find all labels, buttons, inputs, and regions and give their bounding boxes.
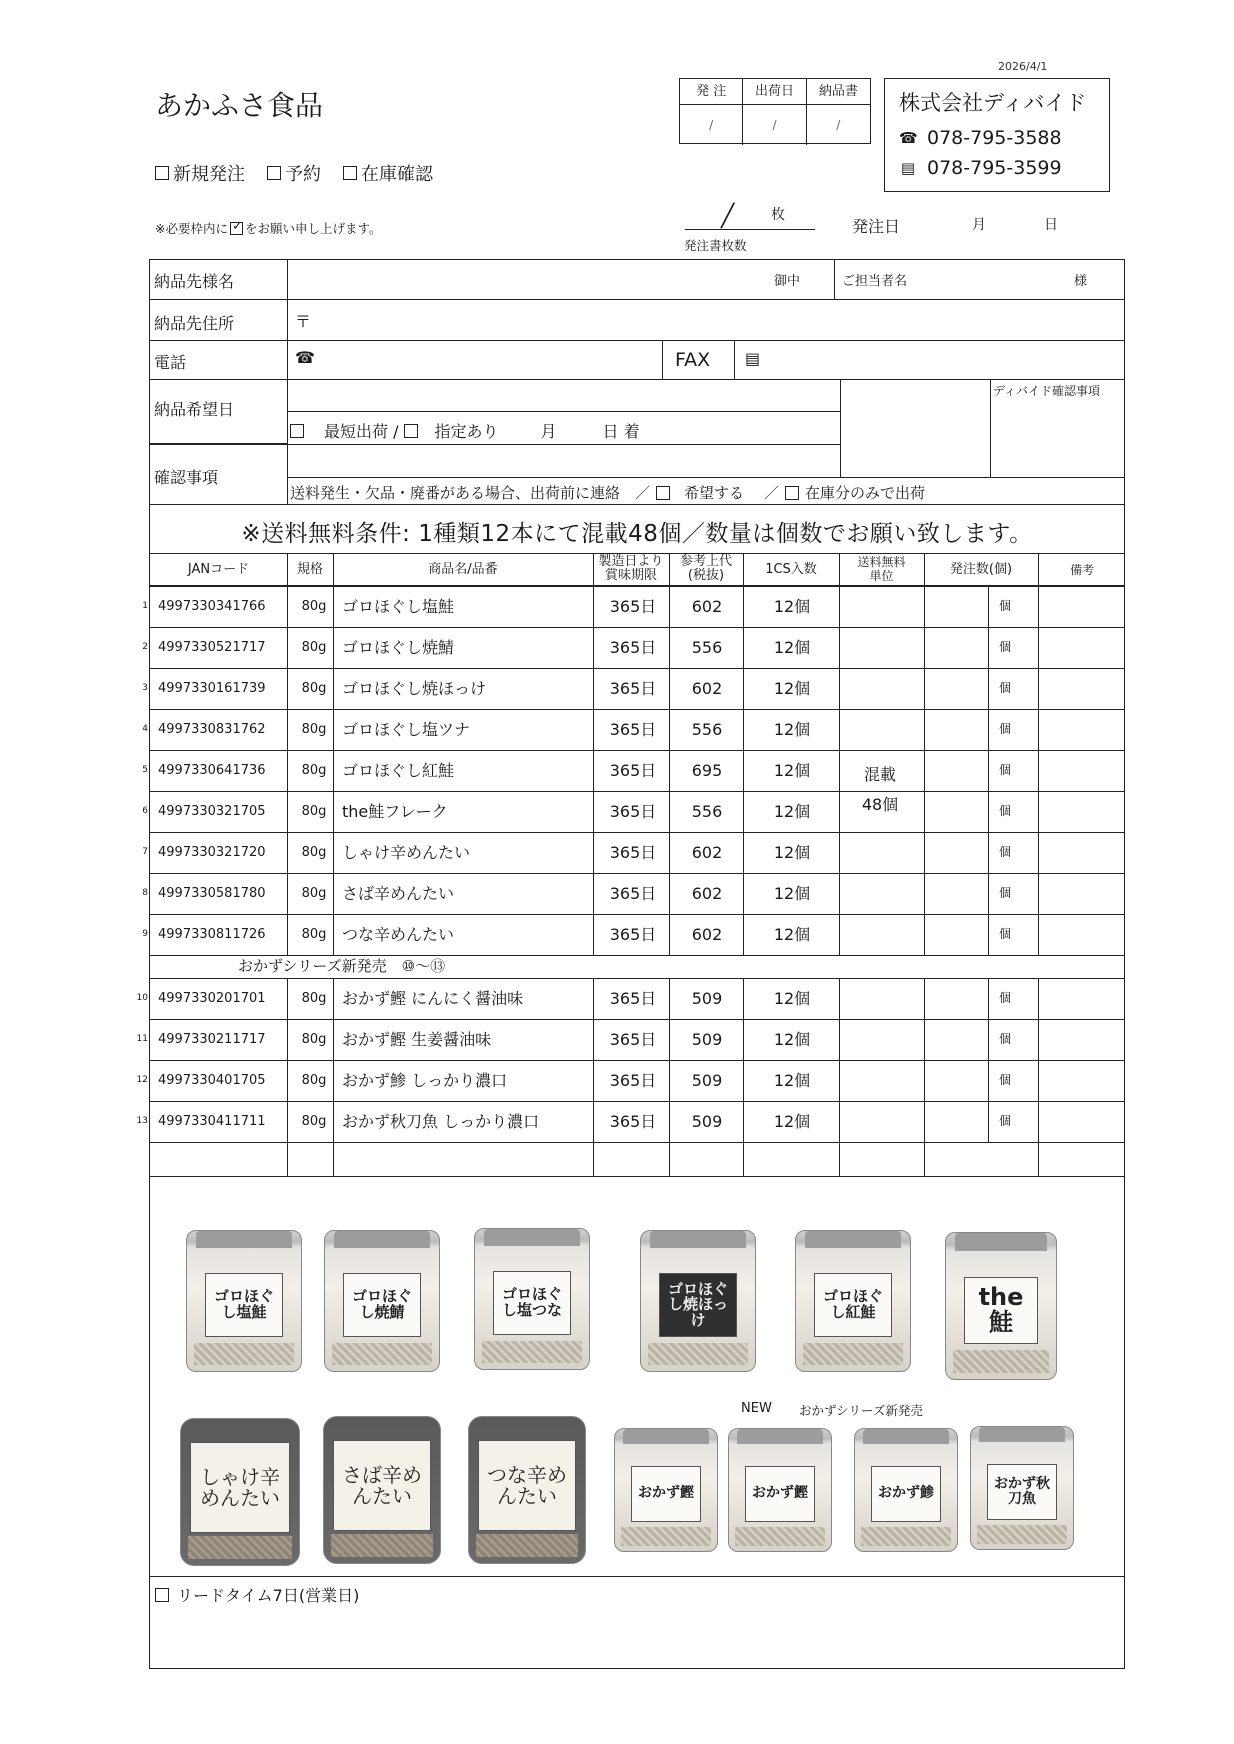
hope-label: 希望する [684, 484, 745, 502]
price: 509 [691, 989, 723, 1008]
row-number: 2 [142, 642, 148, 652]
order-unit: 個 [998, 1073, 1011, 1087]
jar-label: さば辛めんたい [333, 1440, 430, 1531]
product-name: ゴロほぐし焼鯖 [342, 638, 455, 657]
col-shelf-2: 賞味期限 [604, 568, 657, 583]
leadtime-label: リードタイム7日(営業日) [177, 1586, 360, 1605]
product-image-jar [324, 1230, 440, 1372]
sheets-unit: 枚 [771, 207, 785, 223]
row-number: 5 [142, 765, 148, 775]
fax-input[interactable] [765, 342, 1115, 377]
shelf-life: 365日 [609, 638, 657, 657]
checkbox-specified[interactable] [404, 424, 418, 438]
size: 80g [301, 845, 327, 860]
jar-label: ゴロほぐし塩鮭 [205, 1273, 283, 1337]
divide-confirm-label: ディバイド確認事項 [993, 384, 1101, 398]
size: 80g [301, 1073, 327, 1088]
product-image-jar [640, 1230, 756, 1372]
col-free [839, 555, 924, 583]
col-price [669, 555, 743, 583]
case-qty: 12個 [773, 720, 811, 739]
size: 80g [301, 681, 327, 696]
jar-label: つな辛めんたい [478, 1440, 575, 1531]
table-row [142, 750, 1126, 791]
mixed-load [850, 760, 910, 820]
confirm-label: 確認事項 [154, 468, 219, 487]
phone-input[interactable] [320, 342, 650, 377]
instruction-note [155, 219, 382, 237]
shelf-life: 365日 [609, 989, 657, 1008]
table-row [136, 1101, 1126, 1142]
row-number: 10 [136, 993, 148, 1003]
jar-label: ゴロほぐし紅鮭 [814, 1273, 892, 1337]
jan-code: 4997330831762 [158, 722, 266, 737]
jan-code: 4997330411711 [158, 1114, 266, 1129]
case-qty: 12個 [773, 843, 811, 862]
company-tel-number: 078-795-3588 [927, 127, 1062, 149]
product-name: the鮭フレーク [342, 802, 448, 821]
company-fax-number: 078-795-3599 [927, 157, 1062, 179]
order-type-new-label: 新規発注 [173, 164, 245, 185]
address-label: 納品先住所 [154, 314, 235, 333]
company-box [884, 78, 1110, 192]
jar-label: しゃけ辛めんたい [190, 1442, 289, 1533]
row-number: 3 [142, 683, 148, 693]
price: 602 [691, 843, 723, 862]
case-qty: 12個 [773, 802, 811, 821]
stamp-slot-delivery[interactable]: / [836, 118, 841, 132]
price: 602 [691, 597, 723, 616]
desired-date-options [290, 419, 640, 442]
jan-code: 4997330161739 [158, 681, 266, 696]
price: 602 [691, 884, 723, 903]
order-type-options [155, 160, 433, 186]
shelf-life: 365日 [609, 679, 657, 698]
jar-label: the鮭 [964, 1277, 1039, 1344]
order-date-day: 日 [1044, 217, 1058, 233]
product-name: おかず秋刀魚 しっかり濃口 [342, 1112, 540, 1131]
shelf-life: 365日 [609, 884, 657, 903]
company-fax [899, 157, 1095, 179]
table-row [142, 873, 1126, 914]
case-qty: 12個 [773, 679, 811, 698]
delivery-name-label: 納品先様名 [154, 272, 235, 291]
jar-label: ゴロほぐし塩つな [493, 1271, 571, 1335]
row-number: 4 [142, 724, 148, 734]
row-number: 11 [136, 1034, 148, 1044]
order-form-table [136, 259, 1125, 1669]
shelf-life: 365日 [609, 761, 657, 780]
onchu-label: 御中 [774, 274, 801, 289]
product-name: つな辛めんたい [342, 925, 455, 944]
mixed-load-2: 48個 [861, 795, 899, 814]
size: 80g [301, 763, 327, 778]
order-unit: 個 [998, 804, 1011, 818]
checkbox-reserve[interactable] [267, 166, 281, 180]
jan-code: 4997330521717 [158, 640, 266, 655]
checkbox-stock-only[interactable] [785, 486, 799, 500]
product-name: ゴロほぐし紅鮭 [342, 761, 455, 780]
jan-code: 4997330211717 [158, 1032, 266, 1047]
contact-label: ご担当者名 [842, 274, 908, 289]
order-date-field[interactable] [852, 214, 1058, 237]
shelf-life: 365日 [609, 1030, 657, 1049]
product-image-jar [180, 1418, 300, 1566]
jar-label: ゴロほぐし焼鯖 [343, 1273, 421, 1337]
shortest-label: 最短出荷 / [324, 422, 399, 441]
stamp-header-ship: 出荷日 [743, 79, 806, 105]
order-unit: 個 [998, 763, 1011, 777]
new-series-label: おかずシリーズ新発売 [799, 1403, 923, 1418]
desired-date-label: 納品希望日 [154, 400, 235, 419]
order-date-label: 発注日 [852, 217, 901, 236]
jan-code: 4997330321720 [158, 845, 266, 860]
size: 80g [301, 640, 327, 655]
case-qty: 12個 [773, 638, 811, 657]
checkbox-leadtime[interactable] [155, 1588, 169, 1602]
order-unit: 個 [998, 845, 1011, 859]
size: 80g [301, 1114, 327, 1129]
sheets-slash: ╱ [721, 204, 735, 229]
specified-label: 指定あり [434, 422, 499, 441]
shelf-life: 365日 [609, 720, 657, 739]
confirm-slash: ／ [764, 484, 780, 502]
desired-day-arrive: 日 着 [602, 422, 640, 441]
postal-mark: 〒 [295, 312, 312, 331]
size: 80g [301, 991, 327, 1006]
checkbox-new-order[interactable] [155, 166, 169, 180]
order-unit: 個 [998, 1032, 1011, 1046]
checkbox-hope[interactable] [656, 486, 670, 500]
price: 509 [691, 1030, 723, 1049]
price: 556 [691, 638, 723, 657]
col-jan: JANコード [187, 562, 250, 577]
case-qty: 12個 [773, 884, 811, 903]
series-label: おかずシリーズ新発売 ⑩～⑬ [238, 957, 446, 975]
col-shelf-1: 製造日より [598, 554, 664, 569]
row-number: 6 [142, 806, 148, 816]
shelf-life: 365日 [609, 1112, 657, 1131]
price: 509 [691, 1071, 723, 1090]
order-unit: 個 [998, 886, 1011, 900]
shelf-life: 365日 [609, 802, 657, 821]
size: 80g [301, 886, 327, 901]
new-label: NEW [741, 1401, 772, 1416]
product-image-jar [795, 1230, 911, 1372]
confirm-note: 送料発生・欠品・廃番がある場合、出荷前に連絡 ／ [290, 484, 651, 502]
product-name: ゴロほぐし塩ツナ [342, 720, 471, 739]
sheets-count-field[interactable] [685, 204, 815, 230]
order-unit: 個 [998, 640, 1011, 654]
row-number: 1 [142, 601, 148, 611]
sama-label: 様 [1074, 274, 1088, 289]
order-unit: 個 [998, 927, 1011, 941]
product-image-jar [728, 1428, 832, 1552]
size: 80g [301, 804, 327, 819]
case-qty: 12個 [773, 1030, 811, 1049]
row-number: 9 [142, 929, 148, 939]
row-number: 8 [142, 888, 148, 898]
price: 509 [691, 1112, 723, 1131]
price: 556 [691, 802, 723, 821]
col-free-2: 単位 [869, 569, 894, 583]
shop-title: あかふさ食品 [155, 89, 324, 122]
stock-only-label: 在庫分のみで出荷 [805, 484, 926, 502]
phone-icon: ☎ [295, 348, 315, 367]
table-row [136, 1060, 1126, 1101]
stamp-header-delivery: 納品書 [807, 79, 870, 105]
mixed-load-1: 混載 [863, 765, 896, 784]
confirm-options [290, 482, 925, 503]
product-name: おかず鯵 しっかり濃口 [342, 1071, 508, 1090]
product-image-jar [323, 1416, 441, 1564]
delivery-name-input[interactable] [290, 262, 770, 297]
product-image-jar [474, 1228, 590, 1370]
product-name: ゴロほぐし焼ほっけ [342, 679, 487, 698]
jar-label: おかず鯵 [871, 1466, 940, 1522]
product-image-jar [614, 1428, 718, 1552]
jar-label: ゴロほぐし焼ほっけ [659, 1273, 737, 1337]
table-row [142, 709, 1126, 750]
jar-label: おかず鰹 [631, 1466, 700, 1522]
stamp-box [679, 78, 871, 144]
product-name: ゴロほぐし塩鮭 [342, 597, 455, 616]
fax-label: FAX [675, 349, 711, 371]
col-order-qty: 発注数(個) [949, 562, 1013, 577]
product-image-jar [854, 1428, 958, 1552]
jar-label: おかず鰹 [745, 1466, 814, 1522]
stamp-slot-order[interactable]: / [680, 105, 743, 145]
table-row [142, 791, 1126, 832]
telephone-icon: ☎ [899, 129, 918, 147]
shelf-life: 365日 [609, 925, 657, 944]
free-shipping-banner: ※送料無料条件: 1種類12本にて混載48個／数量は個数でお願い致します。 [241, 521, 1033, 547]
table-row [142, 627, 1126, 668]
phone-label: 電話 [154, 353, 187, 372]
checkbox-stock-check[interactable] [343, 166, 357, 180]
size: 80g [301, 722, 327, 737]
product-name: しゃけ辛めんたい [342, 843, 471, 862]
col-name: 商品名/品番 [428, 562, 498, 577]
order-type-reserve[interactable] [267, 160, 321, 186]
case-qty: 12個 [773, 925, 811, 944]
row-number: 13 [136, 1116, 148, 1126]
col-free-1: 送料無料 [857, 555, 906, 569]
checkbox-shortest[interactable] [290, 424, 304, 438]
row-number: 7 [142, 847, 148, 857]
product-name: おかず鰹 にんにく醤油味 [342, 989, 524, 1008]
series-row [150, 955, 1126, 977]
table-row [142, 914, 1126, 955]
table-row [142, 832, 1126, 873]
stamp-header-order: 発 注 [680, 79, 743, 105]
price: 695 [691, 761, 723, 780]
case-qty: 12個 [773, 1071, 811, 1090]
jar-label: おかず秋刀魚 [987, 1464, 1056, 1520]
order-type-new[interactable] [155, 160, 245, 186]
fax-icon: ▤ [900, 159, 916, 177]
case-qty: 12個 [773, 761, 811, 780]
shelf-life: 365日 [609, 843, 657, 862]
jan-code: 4997330201701 [158, 991, 266, 1006]
leadtime-option[interactable] [155, 1583, 359, 1606]
col-price-2: (税抜) [687, 568, 725, 583]
address-input[interactable] [315, 302, 1115, 338]
jan-code: 4997330581780 [158, 886, 266, 901]
case-qty: 12個 [773, 1112, 811, 1131]
col-price-1: 参考上代 [679, 554, 732, 569]
price: 556 [691, 720, 723, 739]
order-unit: 個 [998, 599, 1011, 613]
jan-code: 4997330321705 [158, 804, 266, 819]
order-type-stock-label: 在庫確認 [361, 164, 433, 185]
row-number: 12 [136, 1075, 148, 1085]
company-tel [899, 127, 1095, 149]
case-qty: 12個 [773, 989, 811, 1008]
order-type-stock[interactable] [343, 160, 433, 186]
table-row [136, 978, 1126, 1019]
jan-code: 4997330401705 [158, 1073, 266, 1088]
company-name: 株式会社ディバイド [899, 91, 1087, 115]
sheets-label: 発注書枚数 [684, 238, 747, 253]
price: 602 [691, 679, 723, 698]
note-prefix: ※必要枠内に [155, 221, 228, 236]
note-suffix: をお願い申し上げます。 [244, 221, 382, 236]
product-image-jar [945, 1232, 1057, 1380]
fax-icon: ▤ [745, 349, 761, 368]
jan-code: 4997330341766 [158, 599, 266, 614]
col-shelf [593, 555, 669, 583]
col-size: 規格 [296, 562, 323, 577]
product-name: さば辛めんたい [342, 884, 455, 903]
table-row [142, 586, 1126, 627]
product-image-jar [186, 1230, 302, 1372]
order-unit: 個 [998, 991, 1011, 1005]
size: 80g [301, 927, 327, 942]
table-row [136, 1019, 1126, 1060]
desired-month: 月 [540, 422, 557, 441]
order-type-reserve-label: 予約 [285, 164, 321, 185]
shelf-life: 365日 [609, 1071, 657, 1090]
price: 602 [691, 925, 723, 944]
order-unit: 個 [998, 1114, 1011, 1128]
product-image-jar [970, 1426, 1074, 1550]
checkmark-icon [230, 222, 243, 235]
product-image-jar [468, 1416, 586, 1564]
table-row [142, 668, 1126, 709]
size: 80g [301, 599, 327, 614]
product-name: おかず鰹 生姜醤油味 [342, 1030, 492, 1049]
col-case: 1CS入数 [765, 562, 817, 577]
size: 80g [301, 1032, 327, 1047]
case-qty: 12個 [773, 597, 811, 616]
order-unit: 個 [998, 722, 1011, 736]
document-date: 2026/4/1 [998, 60, 1048, 73]
jan-code: 4997330641736 [158, 763, 266, 778]
order-date-month: 月 [972, 217, 986, 233]
col-remarks: 備考 [1069, 563, 1094, 577]
stamp-slot-ship[interactable]: / [743, 105, 806, 145]
jan-code: 4997330811726 [158, 927, 266, 942]
order-unit: 個 [998, 681, 1011, 695]
shelf-life: 365日 [609, 597, 657, 616]
